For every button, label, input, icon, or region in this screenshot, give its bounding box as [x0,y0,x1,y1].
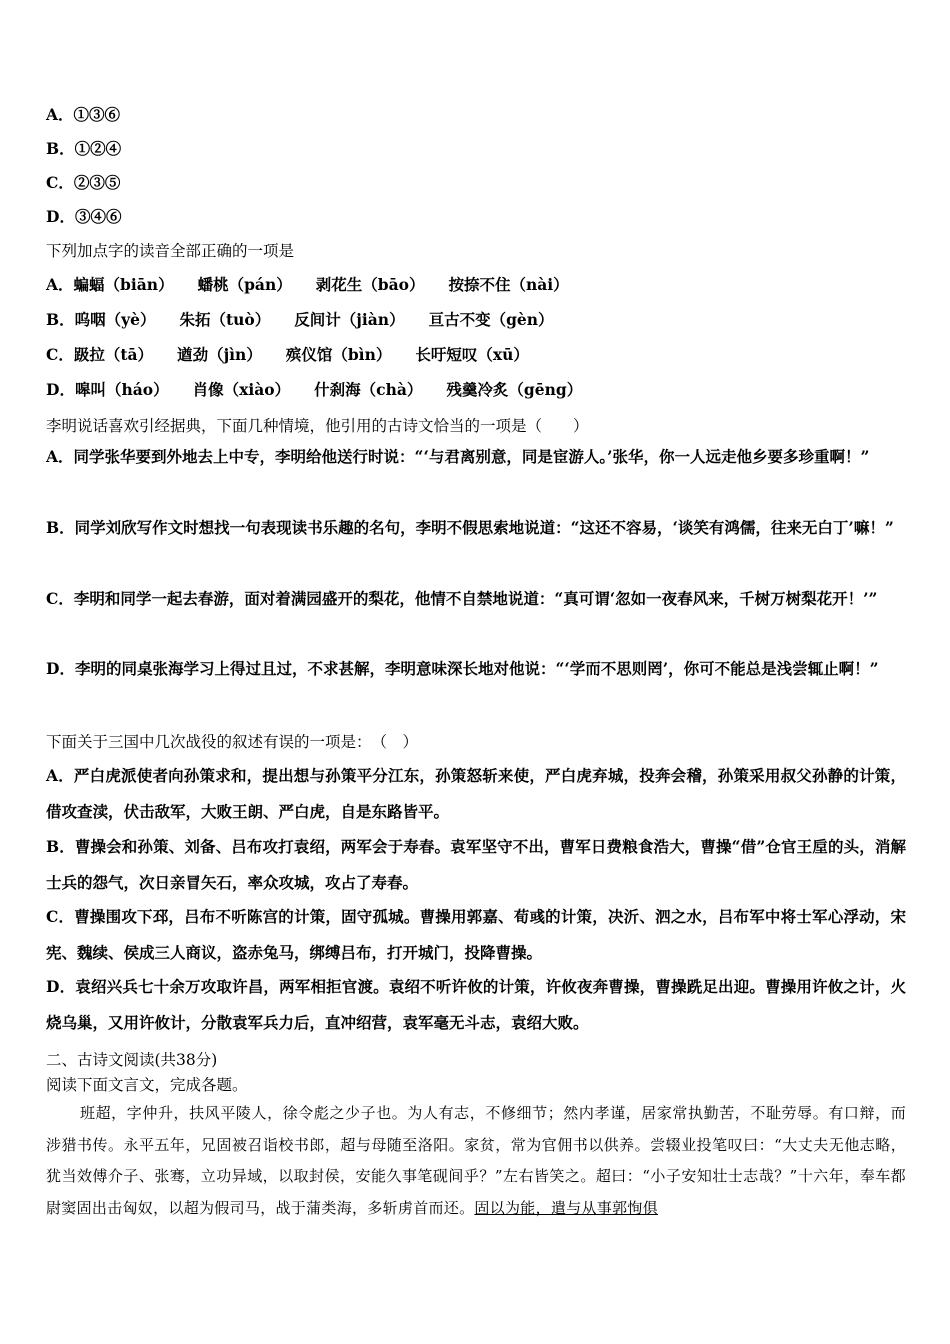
pinyin-item: 蝙蝠（biān） [73,275,174,294]
option-label: A． [46,275,74,294]
section-title: 二、古诗文阅读(共38分) [46,1051,218,1069]
option-label: B． [46,310,75,329]
q2-stem: 下列加点字的读音全部正确的一项是 [46,242,295,260]
q2-option-d [46,378,582,400]
pinyin-item: 肖像（xiào） [192,380,291,399]
pinyin-item: 剥花生（bāo） [315,275,425,294]
q1-option-d: D．③④⑥ [46,207,122,226]
passage-underlined-text: 固以为能，遣与从事郭恂俱 [474,1198,659,1217]
q4-option-d: D．袁绍兴兵七十余万攻取许昌，两军相拒官渡。袁绍不听许攸的计策，许攸夜奔曹操，曹操跣足出迎。曹操用许攸之计，火烧乌巢，又用许攸计，分散袁军兵力后，直冲绍营，袁军毫无斗志，袁绍大败。 [46,977,906,1032]
pinyin-item: 长吁短叹（xū） [415,345,529,364]
q2-option-b [46,308,554,330]
q2-option-a [46,273,569,295]
passage-text: 班超，字仲升，扶风平陵人，徐令彪之少子也。为人有志，不修细节；然内孝谨，居家常执勤苦，不耻劳辱。有口辩，而涉猎书传。永平五年，兄固被召诣校书郎，超与母随至洛阳。家贫，常为官佣书以供养。尝辍业投笔叹曰：“大丈夫无他志略，犹当效傅介子、张骞，立功异域，以取封侯，安能久事笔砚间乎？”左右皆笑之。超曰：“小子安知壮士志哉？”十六年，奉车都尉窦固出击匈奴，以超为假司马，战于蒲类海，多斩虏首而还。 [46,1104,906,1217]
pinyin-item: 亘古不变（gèn） [428,310,554,329]
q3-stem: 李明说话喜欢引经据典，下面几种情境，他引用的古诗文恰当的一项是（ ） [46,417,589,435]
pinyin-item: 遒劲（jìn） [177,345,262,364]
q4-stem: 下面关于三国中几次战役的叙述有误的一项是： （ ） [46,733,419,751]
option-label: D． [46,380,75,399]
q4-option-b: B．曹操会和孙策、刘备、吕布攻打袁绍，两军会于寿春。袁军坚守不出，曹军日费粮食浩大，曹操“借”仓官王垕的头，消解士兵的怨气，次日亲冒矢石，率众攻城，攻占了寿春。 [46,837,906,892]
q2-option-c [46,343,529,365]
pinyin-item: 反间计（jiàn） [294,310,405,329]
q3-option-a: A．同学张华要到外地去上中专，李明给他送行时说：“‘与君离别意，同是宦游人。’张华，你一人远走他乡要多珍重啊！” [46,447,870,466]
section-instruction: 阅读下面文言文，完成各题。 [46,1076,248,1094]
q1-option-a: A．①③⑥ [46,105,121,124]
q1-option-c: C．②③⑤ [46,173,121,192]
pinyin-item: 朱拓（tuò） [179,310,271,329]
q3-option-d: D．李明的同桌张海学习上得过且过，不求甚解，李明意味深长地对他说：“‘学而不思则罔’，你可不能总是浅尝辄止啊！” [46,659,879,678]
q1-option-b: B．①②④ [46,139,122,158]
option-label: C． [46,345,74,364]
q4-option-a: A．严白虎派使者向孙策求和，提出想与孙策平分江东，孙策怒斩来使，严白虎弃城，投奔会稽，孙策采用叔父孙静的计策，借攻查渎，伏击敌军，大败王朗、严白虎，自是东路皆平。 [46,766,906,821]
pinyin-item: 殡仪馆（bìn） [285,345,392,364]
pinyin-item: 蟠桃（pán） [197,275,292,294]
pinyin-item: 按捺不住（nài） [448,275,569,294]
pinyin-item: 趿拉（tā） [73,345,154,364]
pinyin-item: 呜咽（yè） [74,310,156,329]
pinyin-item: 嗥叫（háo） [74,380,169,399]
pinyin-item: 残羹冷炙（gēng） [446,380,583,399]
classical-passage [46,1098,906,1224]
q3-option-c: C．李明和同学一起去春游，面对着满园盛开的梨花，他情不自禁地说道：“真可谓‘忽如一夜春风来，千树万树梨花开！’” [46,589,878,608]
q3-option-b: B．同学刘欣写作文时想找一句表现读书乐趣的名句，李明不假思索地说道：“这还不容易，‘谈笑有鸿儒，往来无白丁’嘛！” [46,518,894,537]
q4-option-c: C．曹操围攻下邳，吕布不听陈宫的计策，固守孤城。曹操用郭嘉、荀彧的计策，决沂、泗之水，吕布军中将士军心浮动，宋宪、魏续、侯成三人商议，盗赤兔马，绑缚吕布，打开城门，投降曹操。 [46,907,906,962]
pinyin-item: 什刹海（chà） [314,380,423,399]
